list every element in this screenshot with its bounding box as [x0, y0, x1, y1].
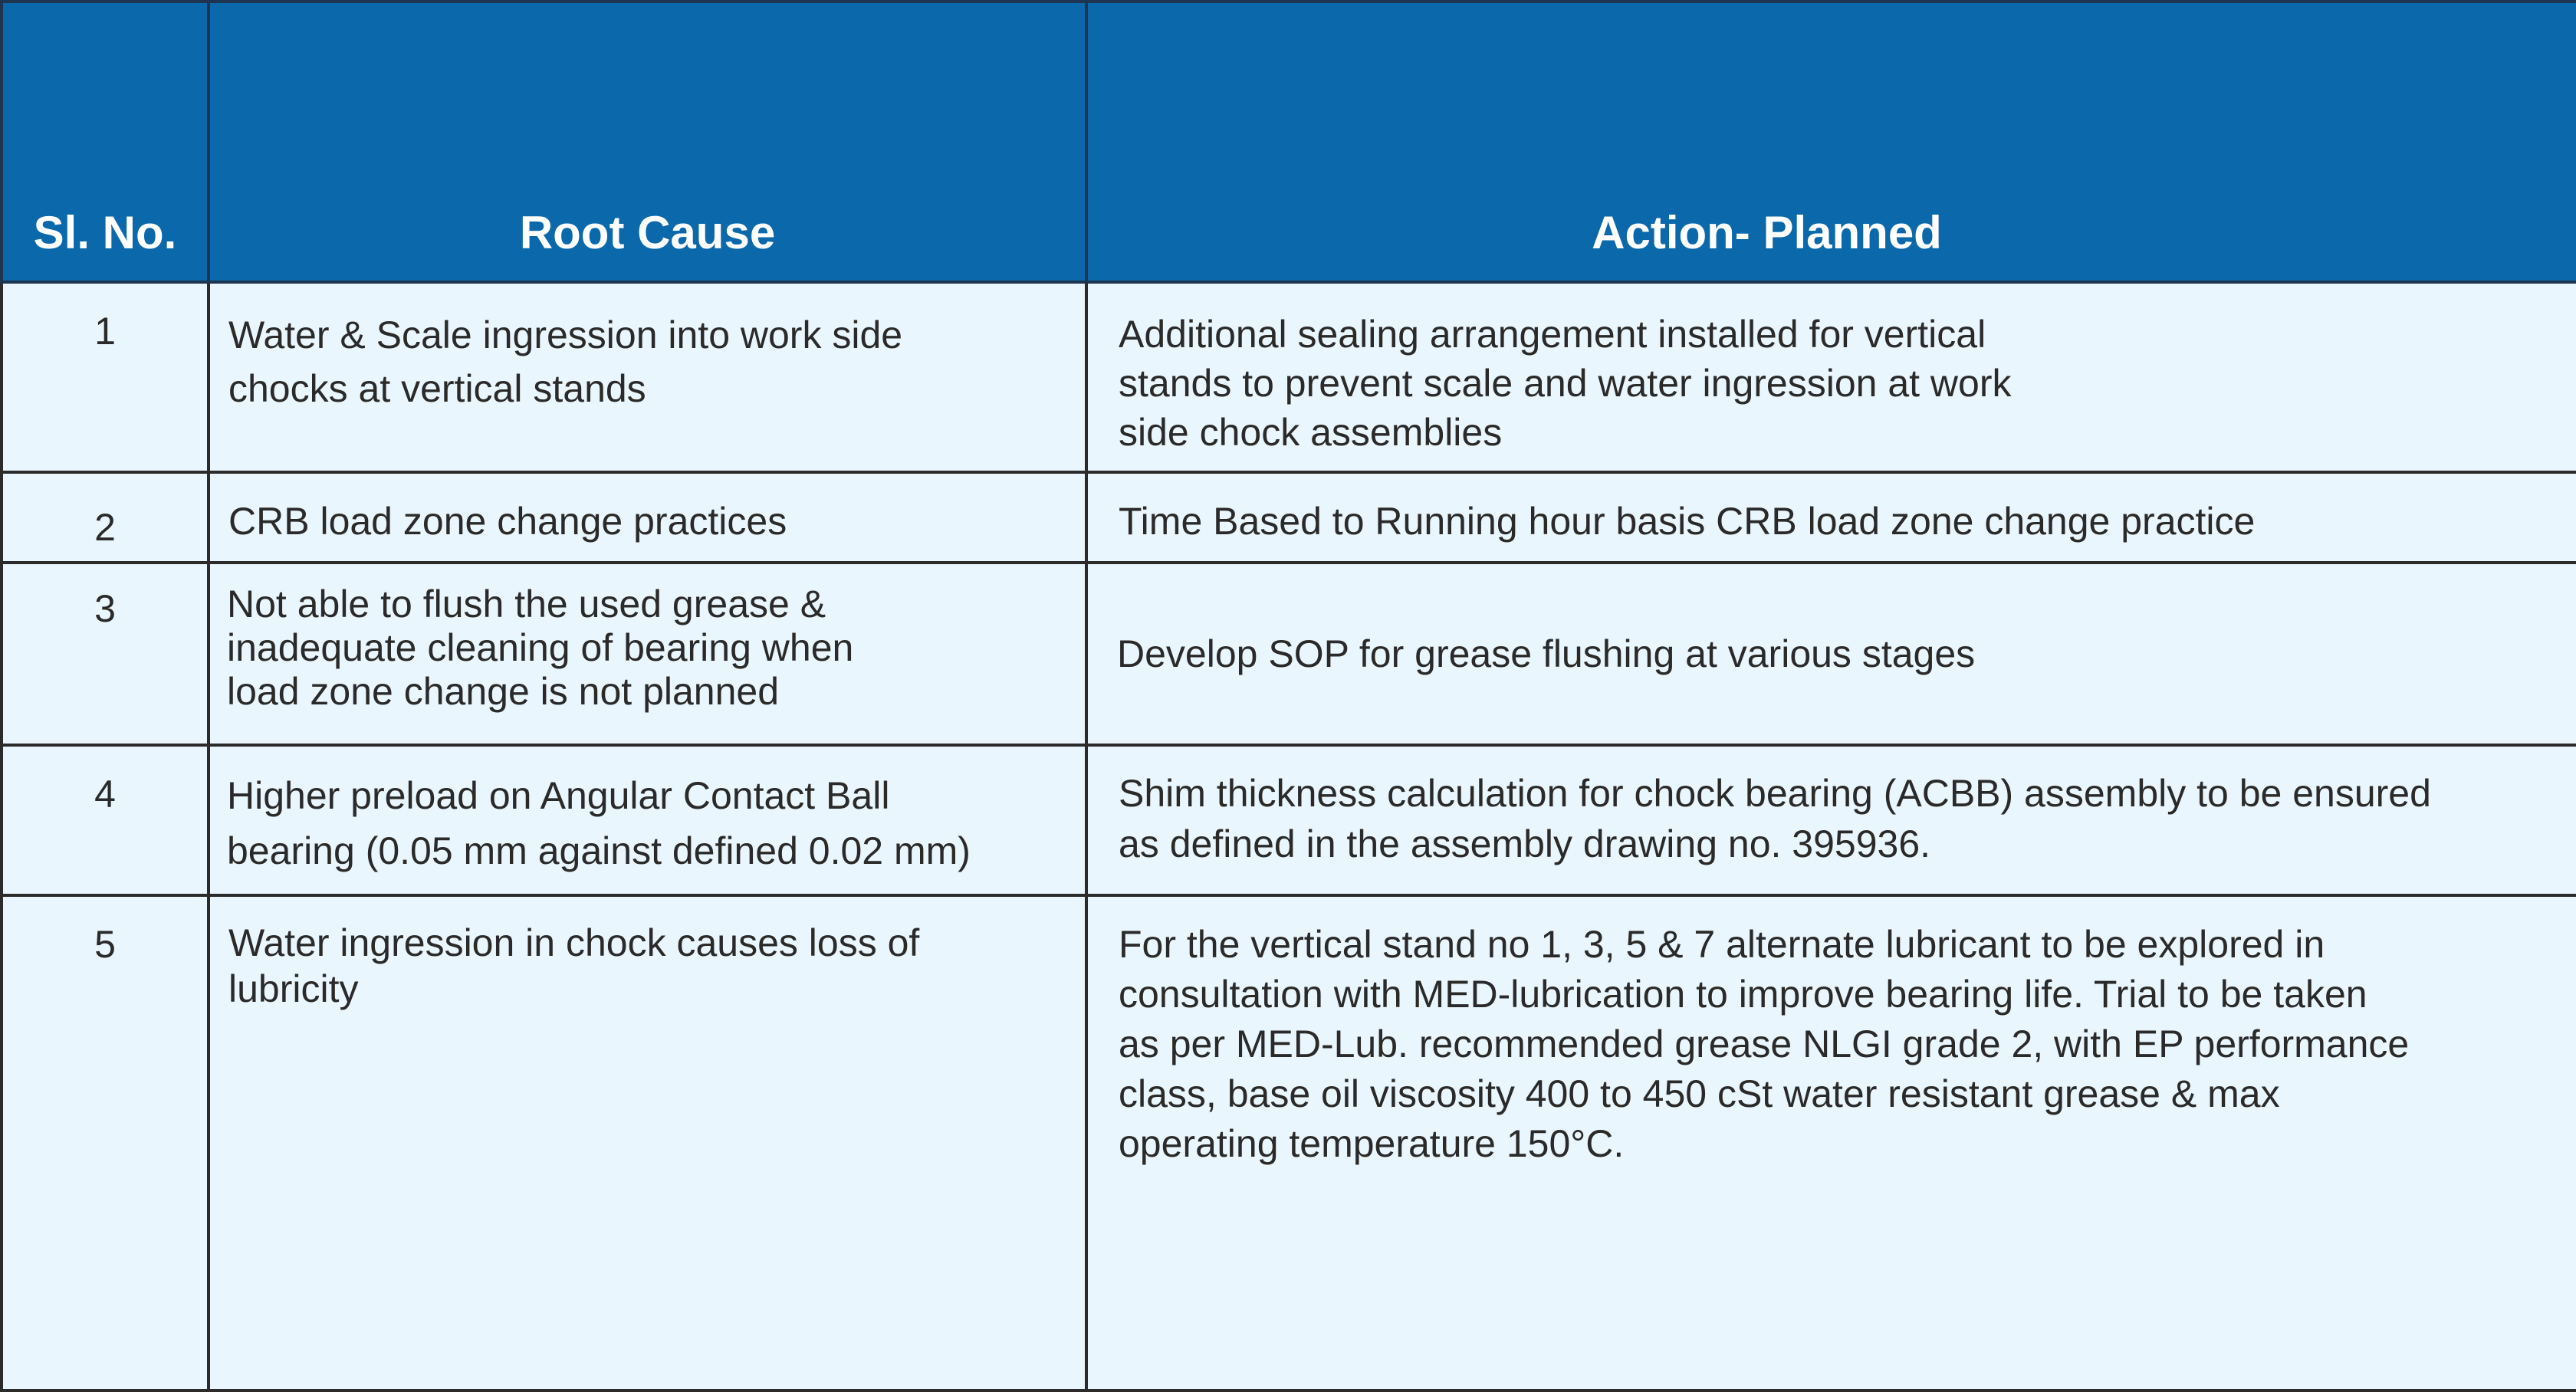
- table-row: [2, 563, 2576, 745]
- row-root-cause: CRB load zone change practices: [209, 472, 1086, 563]
- row-action-planned: Additional sealing arrangement installed for vertical stands to prevent scale and water ingression at work side chock assemblies: [1086, 282, 2576, 472]
- row-root-cause: Water & Scale ingression into work side chocks at vertical stands: [209, 282, 1086, 472]
- row-action-planned: Time Based to Running hour basis CRB load zone change practice: [1086, 472, 2576, 563]
- header-root-cause: Root Cause: [209, 2, 1086, 282]
- row-sl-no: 2: [2, 472, 209, 563]
- table-header-row: [2, 2, 2576, 282]
- row-sl-no: 3: [2, 563, 209, 745]
- row-root-cause: Not able to flush the used grease & inadequate cleaning of bearing when load zone change is not planned: [209, 563, 1086, 745]
- row-root-cause: Higher preload on Angular Contact Ball bearing (0.05 mm against defined 0.02 mm): [209, 745, 1086, 895]
- row-sl-no: 4: [2, 745, 209, 895]
- table-row: [2, 745, 2576, 895]
- table-row: [2, 895, 2576, 1390]
- row-action-planned: For the vertical stand no 1, 3, 5 & 7 alternate lubricant to be explored in consultation with MED-lubrication to improve bearing life. Trial to be taken as per MED-Lub. recommended grease NLGI grade 2, with EP performance class, base oil viscosity 400 to 450 cSt water resistant grease & max operating temperature 150°C.: [1086, 895, 2576, 1390]
- row-root-cause: Water ingression in chock causes loss of lubricity: [209, 895, 1086, 1390]
- header-action-planned: Action- Planned: [1086, 2, 2576, 282]
- row-sl-no: 5: [2, 895, 209, 1390]
- row-sl-no: 1: [2, 282, 209, 472]
- table-row: [2, 282, 2576, 472]
- row-action-planned: Develop SOP for grease flushing at various stages: [1086, 563, 2576, 745]
- table-row: [2, 472, 2576, 563]
- row-action-planned: Shim thickness calculation for chock bearing (ACBB) assembly to be ensured as defined in the assembly drawing no. 395936.: [1086, 745, 2576, 895]
- header-sl-no: Sl. No.: [2, 2, 209, 282]
